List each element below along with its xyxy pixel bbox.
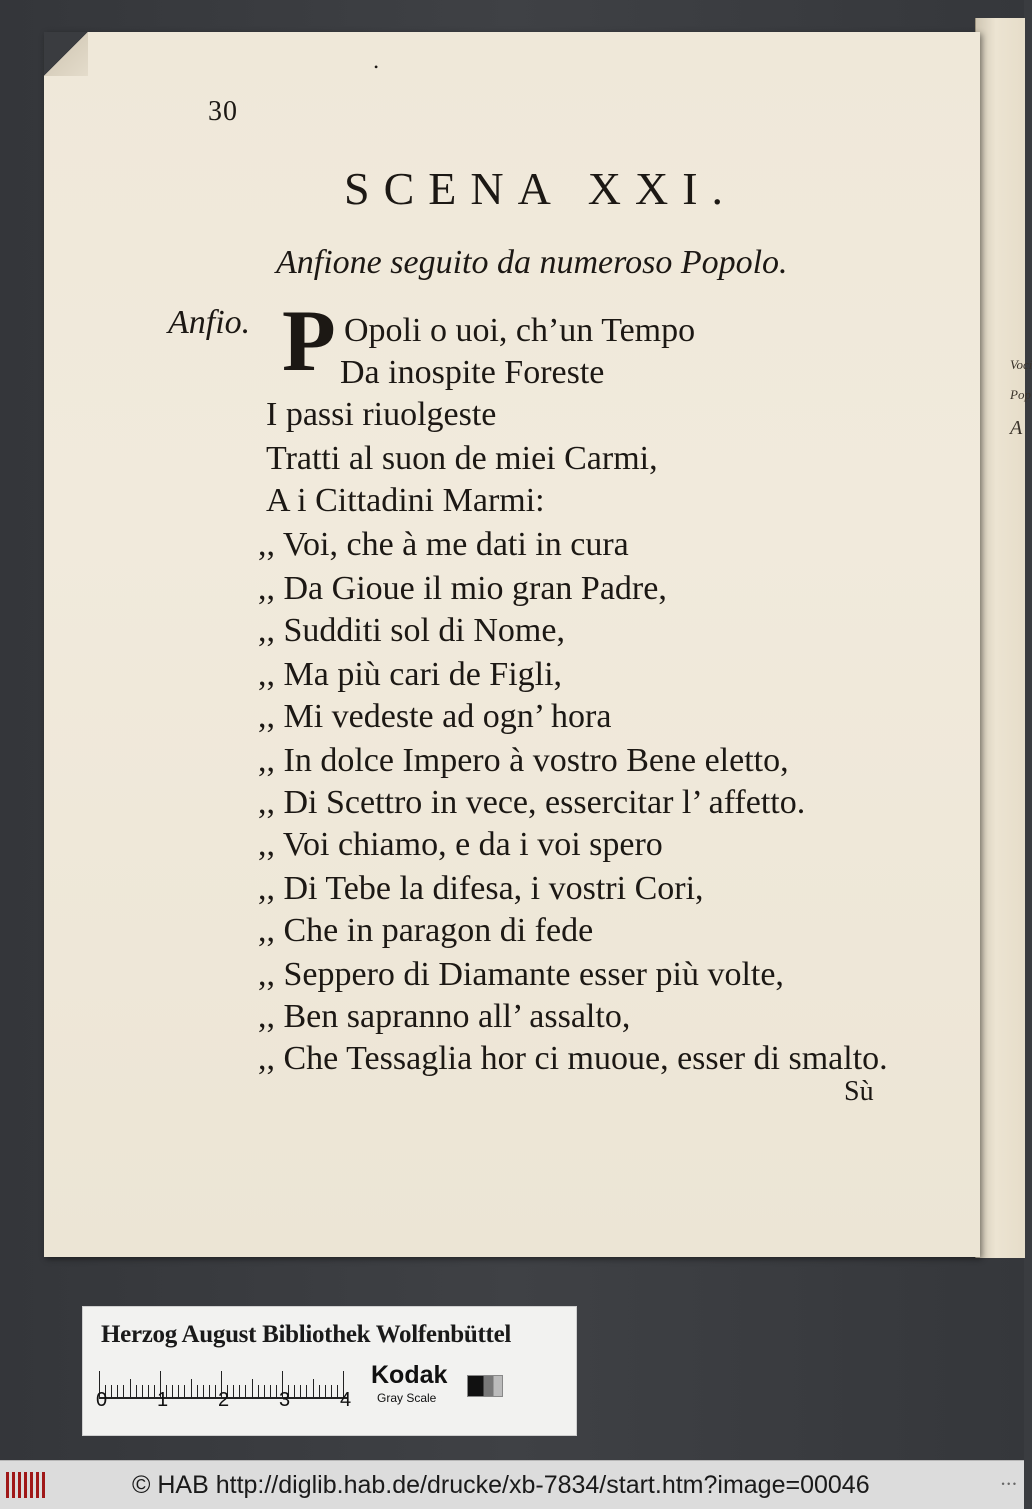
library-name: Herzog August Bibliothek Wolfenbüttel [101, 1321, 512, 1348]
gray-scale-label: Gray Scale [377, 1391, 437, 1405]
ruler-tick [111, 1385, 112, 1397]
ruler-tick [136, 1385, 137, 1397]
ruler-tick [306, 1385, 307, 1397]
ruler-tick [215, 1385, 216, 1397]
verse-line: A i Cittadini Marmi: [266, 482, 545, 519]
hab-logo-icon [6, 1472, 48, 1498]
scene-title: SCENA XXI. [344, 163, 738, 214]
verse-line: ,, Sudditi sol di Nome, [258, 612, 565, 649]
gray-scale-patch [467, 1375, 503, 1397]
ruler-tick [264, 1385, 265, 1397]
ruler-tick [130, 1379, 131, 1397]
ruler-tick [276, 1385, 277, 1397]
ruler-tick [203, 1385, 204, 1397]
printer-mark: • [374, 60, 379, 74]
ruler-tick [154, 1385, 155, 1397]
ruler-tick [233, 1385, 234, 1397]
ruler-number: 4 [340, 1389, 352, 1411]
ruler-tick [300, 1385, 301, 1397]
verse-line: ,, Ma più cari de Figli, [258, 656, 563, 693]
ruler-tick [245, 1385, 246, 1397]
verse-line: ,, Che in paragon di fede [258, 912, 594, 949]
verse-line: ,, Voi, che à me dati in cura [258, 526, 629, 563]
ruler-number: 3 [279, 1389, 291, 1411]
verse-line: I passi riuolgeste [266, 396, 497, 433]
verse-line: Da inospite Foreste [340, 354, 605, 391]
facing-fragment: Voci [1010, 357, 1032, 372]
ruler-tick [270, 1385, 271, 1397]
verse-line: ,, Ben sapranno all’ assalto, [258, 998, 631, 1035]
ruler-tick [313, 1379, 314, 1397]
verse-line: Opoli o uoi, ch’un Tempo [344, 312, 696, 349]
kodak-logo: Kodak [371, 1361, 448, 1389]
facing-page-edge [975, 18, 1032, 1258]
ruler-tick [209, 1385, 210, 1397]
ruler-tick [184, 1385, 185, 1397]
ruler-tick [239, 1385, 240, 1397]
page-corner-fold [44, 32, 88, 76]
ruler-tick [337, 1385, 338, 1397]
ruler-tick [172, 1385, 173, 1397]
verse-line: ,, Voi chiamo, e da i voi spero [258, 826, 663, 863]
facing-fragment: A [1010, 417, 1023, 439]
verse-line: ,, Seppero di Diamante esser più volte, [258, 956, 784, 993]
verse-line: ,, Di Scettro in vece, essercitar l’ affetto. [258, 784, 806, 821]
footer-bar [0, 1460, 1024, 1509]
ruler-tick [142, 1385, 143, 1397]
verse-line: ,, Da Gioue il mio gran Padre, [258, 570, 667, 607]
ruler-number: 2 [218, 1389, 230, 1411]
book-page [44, 32, 980, 1257]
scene-subtitle: Anfione seguito da numeroso Popolo. [276, 244, 788, 281]
ruler-number: 0 [96, 1389, 108, 1411]
drop-cap: P [282, 293, 336, 390]
library-color-card [82, 1306, 577, 1436]
ruler-tick [252, 1379, 253, 1397]
footer-dots: • • • [1001, 1479, 1016, 1489]
footer-copyright-link[interactable]: © HAB http://diglib.hab.de/drucke/xb-7834/start.htm?image=00046 [132, 1471, 870, 1499]
verse-line: ,, Che Tessaglia hor ci muoue, esser di smalto. [258, 1040, 888, 1077]
verse-line: ,, Mi vedeste ad ogn’ hora [258, 698, 612, 735]
ruler-number: 1 [157, 1389, 169, 1411]
verse-line: Tratti al suon de miei Carmi, [266, 440, 658, 477]
ruler-tick [117, 1385, 118, 1397]
speaker-label: Anfio. [168, 304, 251, 341]
ruler-tick [319, 1385, 320, 1397]
page-number: 30 [208, 96, 238, 127]
ruler-tick [258, 1385, 259, 1397]
verse-line: ,, In dolce Impero à vostro Bene eletto, [258, 742, 789, 779]
ruler-tick [294, 1385, 295, 1397]
facing-fragment: Pop [1010, 387, 1031, 402]
ruler-tick [148, 1385, 149, 1397]
ruler-tick [331, 1385, 332, 1397]
catchword: Sù [844, 1076, 874, 1107]
ruler-tick [178, 1385, 179, 1397]
ruler-tick [197, 1385, 198, 1397]
ruler-tick [325, 1385, 326, 1397]
ruler-tick [123, 1385, 124, 1397]
verse-line: ,, Di Tebe la difesa, i vostri Cori, [258, 870, 704, 907]
ruler-tick [191, 1379, 192, 1397]
